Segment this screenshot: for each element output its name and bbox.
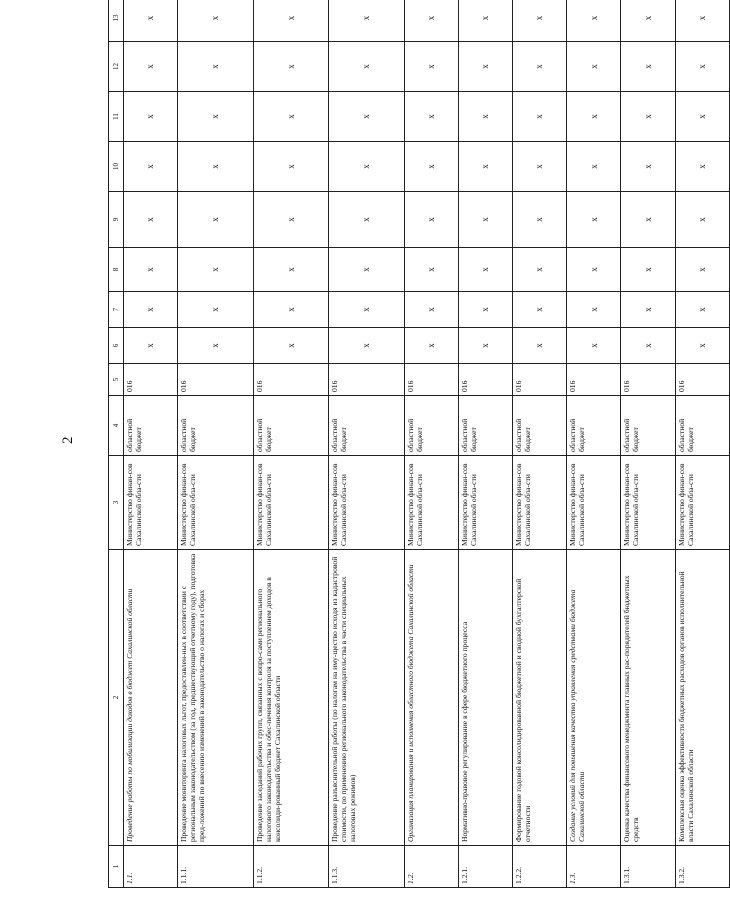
- executor-cell: Министерство финан-сов Сахалинской обла-сти: [621, 456, 675, 550]
- table-row: [675, 0, 729, 888]
- mark-cell: x: [253, 142, 328, 192]
- mark-cell: x: [178, 328, 253, 364]
- mark-cell: x: [621, 92, 675, 142]
- mark-cell: x: [458, 142, 512, 192]
- column-number-5: 5: [109, 364, 124, 396]
- mark-cell: x: [513, 92, 567, 142]
- mark-cell: x: [404, 142, 458, 192]
- row-number: 1.2.1.: [458, 846, 512, 888]
- executor-cell: Министерство финан-сов Сахалинской обла-сти: [253, 456, 328, 550]
- mark-cell: x: [675, 0, 729, 42]
- table-row: [253, 0, 328, 888]
- executor-cell: Министерство финан-сов Сахалинской обла-сти: [329, 456, 404, 550]
- mark-cell: x: [567, 142, 621, 192]
- mark-cell: x: [513, 192, 567, 248]
- column-number-9: 9: [109, 192, 124, 248]
- activity-name: Проведение мониторинга налоговых льгот, предоставлен-ных в соответствии с региональным законодательством (за год, предшествующий отчетному году), подготовка пред-ложений по внесению изменений в законодательство о налогах и сборах: [178, 550, 253, 846]
- mark-cell: x: [675, 92, 729, 142]
- mark-cell: x: [329, 328, 404, 364]
- mark-cell: x: [458, 0, 512, 42]
- budget-source-cell: областной бюджет: [178, 396, 253, 456]
- table-row: [404, 0, 458, 888]
- row-number: 1.1.1.: [178, 846, 253, 888]
- mark-cell: x: [178, 192, 253, 248]
- mark-cell: x: [253, 92, 328, 142]
- budget-source-cell: областной бюджет: [675, 396, 729, 456]
- mark-cell: x: [567, 328, 621, 364]
- table-row: [567, 0, 621, 888]
- budget-source-cell: областной бюджет: [253, 396, 328, 456]
- mark-cell: x: [567, 248, 621, 292]
- code-cell: 016: [178, 364, 253, 396]
- executor-cell: Министерство финан-сов Сахалинской обла-сти: [675, 456, 729, 550]
- mark-cell: x: [675, 42, 729, 92]
- column-number-13: 13: [109, 0, 124, 42]
- mark-cell: x: [621, 248, 675, 292]
- mark-cell: x: [567, 0, 621, 42]
- mark-cell: x: [675, 248, 729, 292]
- mark-cell: x: [404, 42, 458, 92]
- table-row: [178, 0, 253, 888]
- activity-name: Комплексная оценка эффективности бюджетных расходов органов исполнительной власти Сахалинской области: [675, 550, 729, 846]
- mark-cell: x: [329, 292, 404, 328]
- executor-cell: Министерство финан-сов Сахалинской обла-сти: [458, 456, 512, 550]
- activity-name: Оценка качества финансового менеджмента главных рас-порядителей бюджетных средств: [621, 550, 675, 846]
- executor-cell: Министерство финан-сов Сахалинской обла-сти: [567, 456, 621, 550]
- row-number: 1.1.3.: [329, 846, 404, 888]
- mark-cell: x: [124, 0, 178, 42]
- mark-cell: x: [404, 328, 458, 364]
- mark-cell: x: [178, 142, 253, 192]
- mark-cell: x: [458, 192, 512, 248]
- column-number-8: 8: [109, 248, 124, 292]
- table-row: [124, 0, 178, 888]
- code-cell: 016: [675, 364, 729, 396]
- executor-cell: Министерство финан-сов Сахалинской обла-сти: [513, 456, 567, 550]
- mark-cell: x: [124, 328, 178, 364]
- mark-cell: x: [513, 42, 567, 92]
- mark-cell: x: [675, 292, 729, 328]
- row-number: 1.2.2.: [513, 846, 567, 888]
- code-cell: 016: [458, 364, 512, 396]
- activity-name: Формирование годовой консолидированной бюджетной и сводной бухгалтерской отчетности: [513, 550, 567, 846]
- code-cell: 016: [621, 364, 675, 396]
- mark-cell: x: [513, 292, 567, 328]
- mark-cell: x: [124, 42, 178, 92]
- column-number-6: 6: [109, 328, 124, 364]
- mark-cell: x: [621, 328, 675, 364]
- code-cell: 016: [567, 364, 621, 396]
- mark-cell: x: [404, 0, 458, 42]
- mark-cell: x: [621, 142, 675, 192]
- mark-cell: x: [124, 192, 178, 248]
- activity-name: Проведение заседаний рабочих групп, связанных с вопро-сами регионального налогового законодательства и обес-печения контроля за поступлением доходов в консолиди-рованный бюджет Сахалинской области: [253, 550, 328, 846]
- activity-name: Проведение работы по мобилизации доходов в бюджет Сахалинской области: [124, 550, 178, 846]
- mark-cell: x: [124, 292, 178, 328]
- activity-name: Создание условий для повышения качества управления средствами бюджета Сахалинской области: [567, 550, 621, 846]
- column-number-11: 11: [109, 92, 124, 142]
- mark-cell: x: [404, 192, 458, 248]
- column-number-2: 2: [109, 550, 124, 846]
- mark-cell: x: [404, 248, 458, 292]
- budget-source-cell: областной бюджет: [404, 396, 458, 456]
- mark-cell: x: [329, 42, 404, 92]
- mark-cell: x: [329, 0, 404, 42]
- mark-cell: x: [458, 328, 512, 364]
- mark-cell: x: [253, 292, 328, 328]
- column-number-3: 3: [109, 456, 124, 550]
- budget-source-cell: областной бюджет: [124, 396, 178, 456]
- mark-cell: x: [178, 292, 253, 328]
- mark-cell: x: [458, 248, 512, 292]
- mark-cell: x: [124, 248, 178, 292]
- mark-cell: x: [329, 248, 404, 292]
- column-number-7: 7: [109, 292, 124, 328]
- code-cell: 016: [124, 364, 178, 396]
- executor-cell: Министерство финан-сов Сахалинской обла-сти: [178, 456, 253, 550]
- column-number-10: 10: [109, 142, 124, 192]
- page-number: 2: [60, 436, 76, 444]
- mark-cell: x: [458, 92, 512, 142]
- budget-source-cell: областной бюджет: [567, 396, 621, 456]
- code-cell: 016: [513, 364, 567, 396]
- mark-cell: x: [124, 92, 178, 142]
- mark-cell: x: [329, 92, 404, 142]
- program-activities-table: [108, 0, 730, 888]
- column-number-4: 4: [109, 396, 124, 456]
- mark-cell: x: [253, 248, 328, 292]
- mark-cell: x: [178, 92, 253, 142]
- mark-cell: x: [404, 92, 458, 142]
- row-number: 1.3.: [567, 846, 621, 888]
- mark-cell: x: [621, 292, 675, 328]
- mark-cell: x: [178, 42, 253, 92]
- mark-cell: x: [513, 142, 567, 192]
- activity-name: Проведение разъяснительной работы (по налогам на иму-щество исходя из кадастровой стоимости, по применению регионального законодательства в части специальных налоговых режимов): [329, 550, 404, 846]
- mark-cell: x: [567, 42, 621, 92]
- mark-cell: x: [178, 248, 253, 292]
- row-number: 1.3.1.: [621, 846, 675, 888]
- column-number-1: 1: [109, 846, 124, 888]
- table-row: [621, 0, 675, 888]
- mark-cell: x: [621, 192, 675, 248]
- budget-source-cell: областной бюджет: [458, 396, 512, 456]
- mark-cell: x: [253, 42, 328, 92]
- mark-cell: x: [329, 192, 404, 248]
- table-row: [458, 0, 512, 888]
- code-cell: 016: [329, 364, 404, 396]
- mark-cell: x: [621, 0, 675, 42]
- mark-cell: x: [178, 0, 253, 42]
- mark-cell: x: [513, 0, 567, 42]
- mark-cell: x: [124, 142, 178, 192]
- mark-cell: x: [329, 142, 404, 192]
- mark-cell: x: [253, 328, 328, 364]
- code-cell: 016: [404, 364, 458, 396]
- activity-name: Организация планирования и исполнения областного бюджета Сахалинской области: [404, 550, 458, 846]
- mark-cell: x: [253, 0, 328, 42]
- mark-cell: x: [404, 292, 458, 328]
- table-row: [329, 0, 404, 888]
- document-table-rotated: [108, 14, 730, 888]
- mark-cell: x: [621, 42, 675, 92]
- executor-cell: Министерство финан-сов Сахалинской обла-сти: [124, 456, 178, 550]
- mark-cell: x: [567, 292, 621, 328]
- mark-cell: x: [513, 328, 567, 364]
- activity-name: Нормативно-правовое регулирование в сфере бюджетного процесса: [458, 550, 512, 846]
- mark-cell: x: [253, 192, 328, 248]
- budget-source-cell: областной бюджет: [329, 396, 404, 456]
- mark-cell: x: [675, 192, 729, 248]
- mark-cell: x: [458, 42, 512, 92]
- table-row: [513, 0, 567, 888]
- executor-cell: Министерство финан-сов Сахалинской обла-сти: [404, 456, 458, 550]
- mark-cell: x: [513, 248, 567, 292]
- row-number: 1.2.: [404, 846, 458, 888]
- mark-cell: x: [675, 142, 729, 192]
- mark-cell: x: [567, 92, 621, 142]
- row-number: 1.3.2.: [675, 846, 729, 888]
- mark-cell: x: [675, 328, 729, 364]
- column-number-12: 12: [109, 42, 124, 92]
- mark-cell: x: [567, 192, 621, 248]
- budget-source-cell: областной бюджет: [513, 396, 567, 456]
- column-number-row: [109, 0, 124, 888]
- row-number: 1.1.2.: [253, 846, 328, 888]
- code-cell: 016: [253, 364, 328, 396]
- mark-cell: x: [458, 292, 512, 328]
- row-number: 1.1.: [124, 846, 178, 888]
- budget-source-cell: областной бюджет: [621, 396, 675, 456]
